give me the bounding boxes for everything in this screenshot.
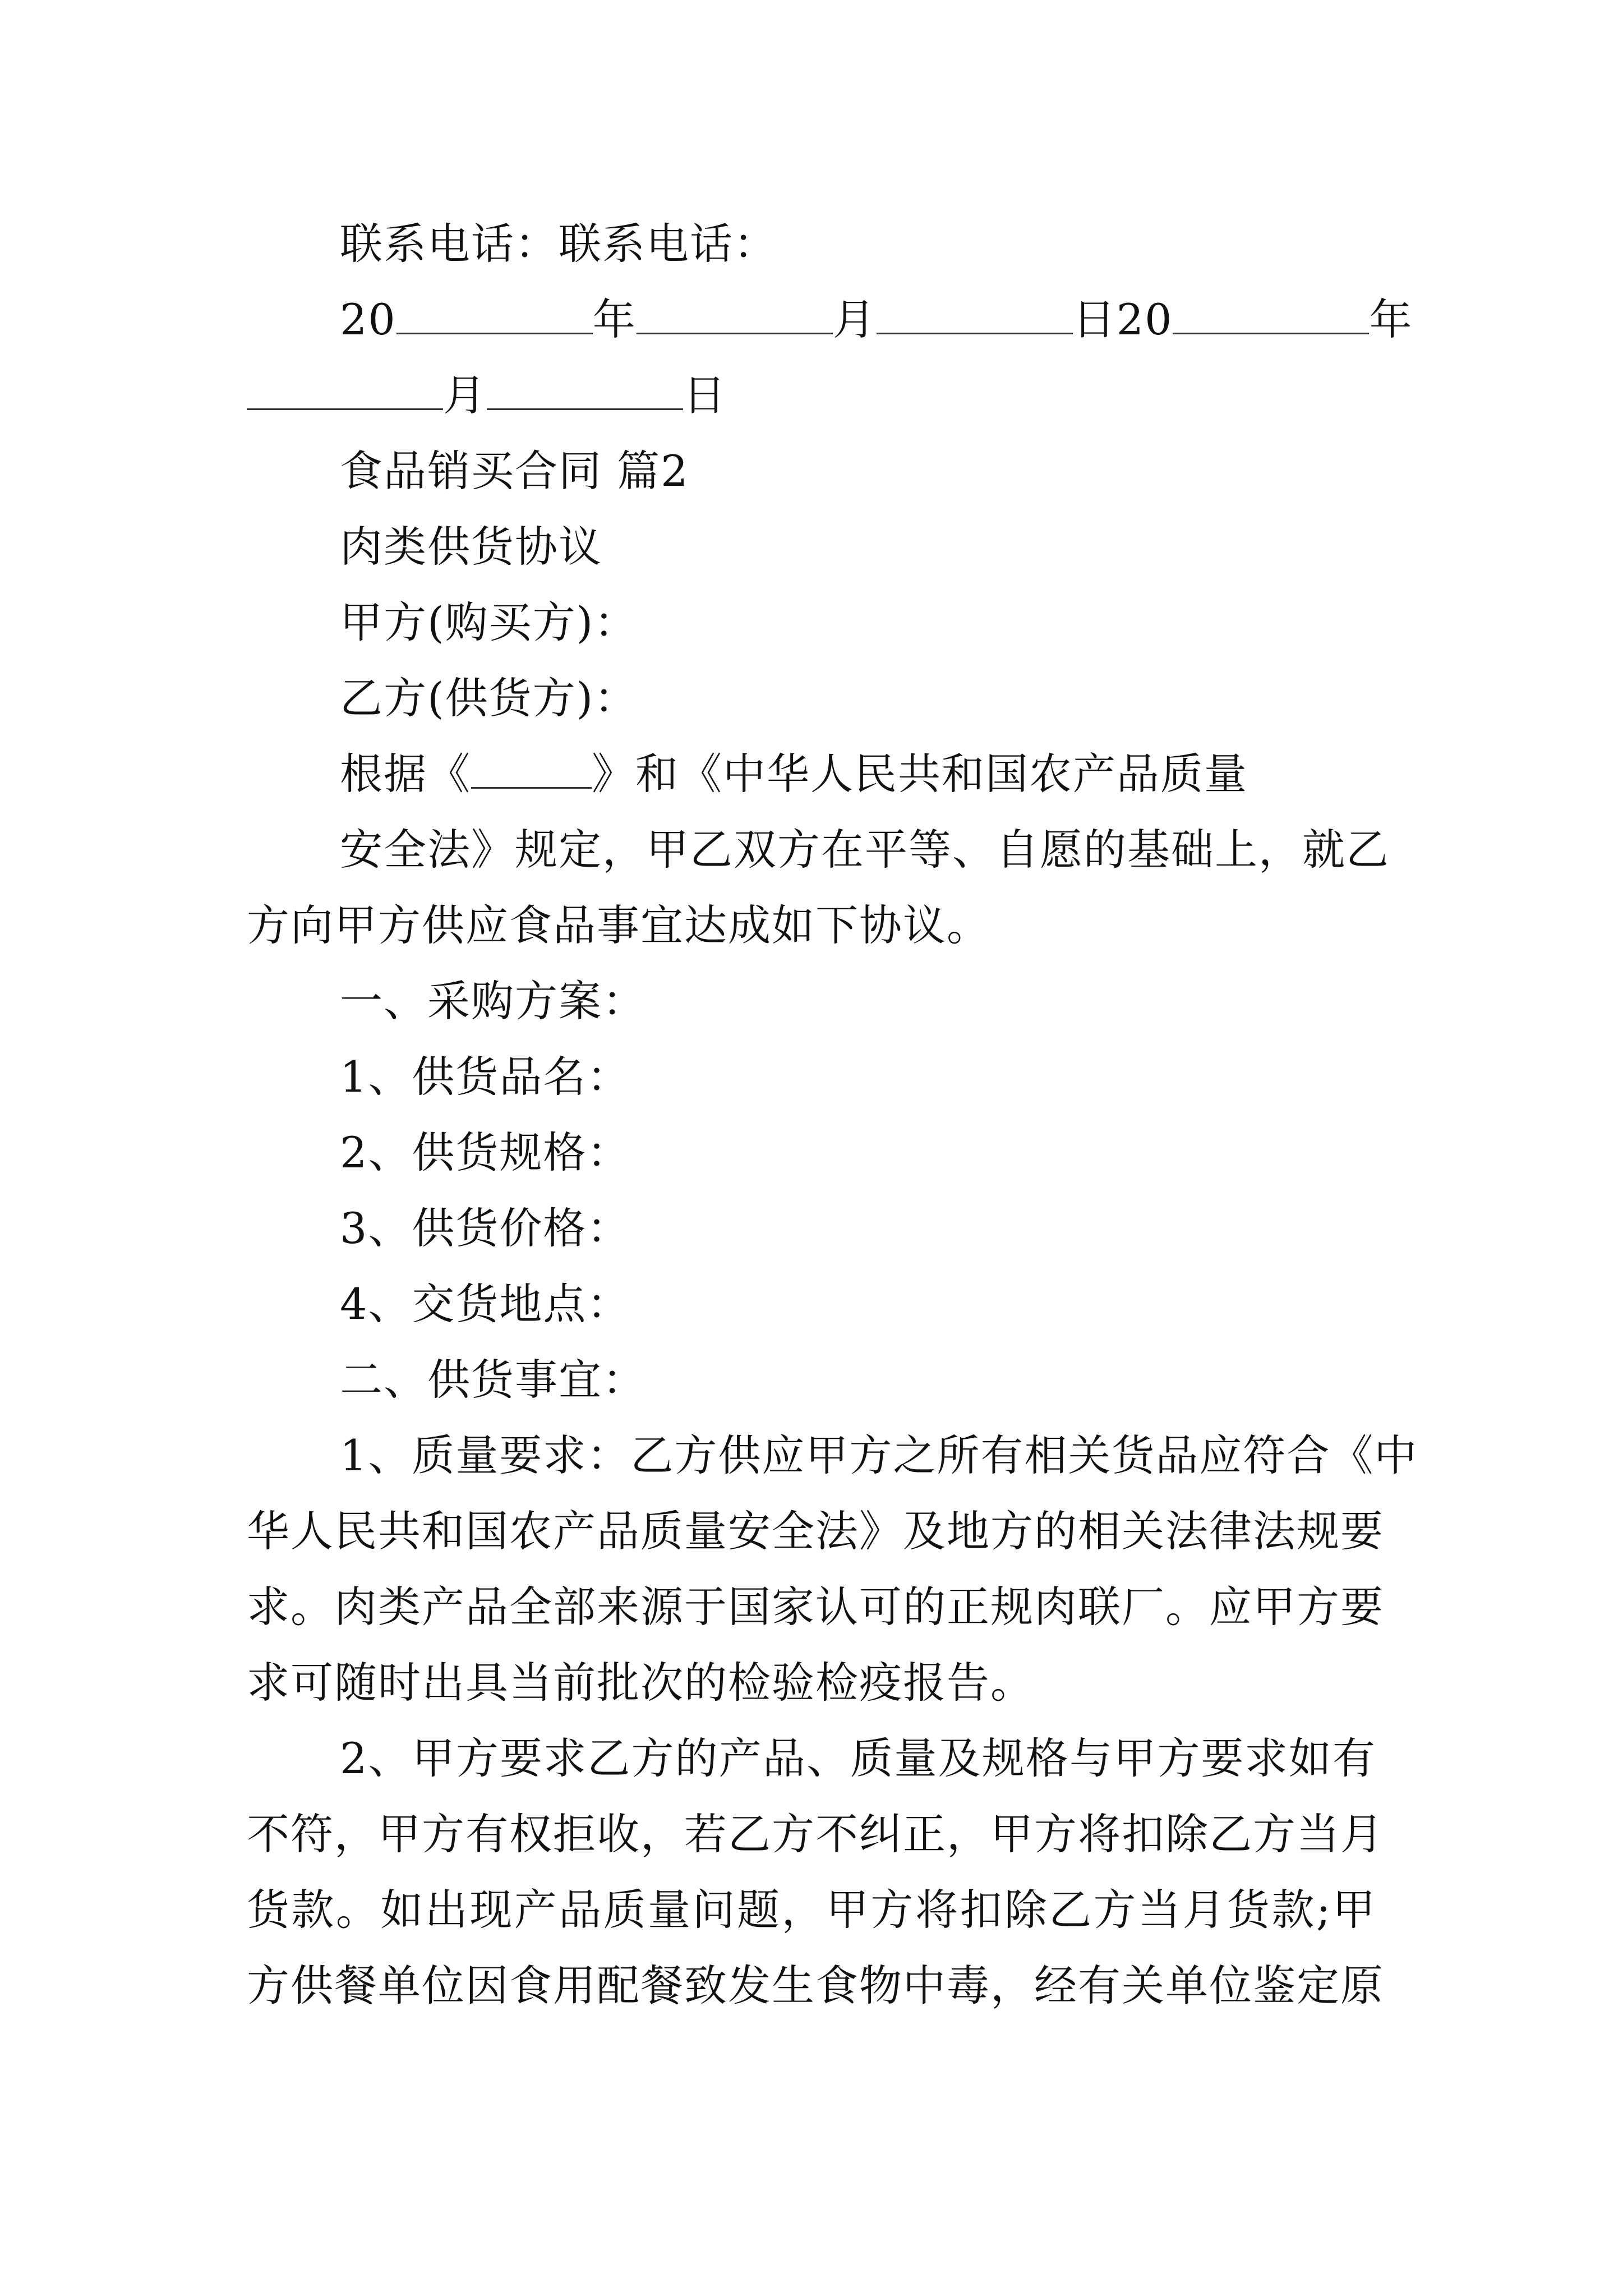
date-line-1	[340, 292, 1413, 348]
list-item: 4、交货地点：	[340, 1279, 631, 1329]
list-item: 1、供货品名：	[340, 1052, 631, 1102]
list-item: 2、供货规格：	[340, 1128, 631, 1177]
party-b-line: 乙方(供货方)：	[340, 673, 638, 723]
year-blank-1[interactable]	[396, 293, 593, 334]
day-blank-1[interactable]	[877, 293, 1073, 334]
basis-line-1	[340, 746, 1248, 802]
law-name-blank[interactable]	[471, 748, 592, 789]
year-label-2: 年	[1369, 295, 1413, 344]
month-blank-1[interactable]	[637, 293, 833, 334]
month-label-1: 月	[832, 295, 877, 344]
contact-line: 联系电话：联系电话：	[340, 219, 777, 269]
clause-2-line: 方供餐单位因食用配餐致发生食物中毒，经有关单位鉴定原	[247, 1961, 1384, 2010]
agreement-title: 肉类供货协议	[340, 522, 602, 572]
day-label-prefix-2: 日20	[1072, 295, 1173, 344]
month-label-2: 月	[443, 370, 487, 420]
year-label-1: 年	[592, 295, 637, 344]
basis-line-2: 安全法》规定，甲乙双方在平等、自愿的基础上，就乙	[340, 825, 1390, 875]
heading-supply-matters: 二、供货事宜：	[340, 1355, 646, 1405]
clause-1-line: 求可随时出具当前批次的检验检疫报告。	[247, 1658, 1034, 1708]
heading-procurement-plan: 一、采购方案：	[340, 976, 646, 1026]
clause-2-line: 货款。如出现产品质量问题，甲方将扣除乙方当月货款;甲	[247, 1885, 1376, 1935]
party-a-line: 甲方(购买方)：	[340, 597, 638, 647]
day-blank-2[interactable]	[487, 369, 683, 410]
basis-prefix: 根据《	[340, 749, 471, 799]
list-item: 3、供货价格：	[340, 1203, 631, 1253]
year-blank-2[interactable]	[1173, 293, 1369, 334]
clause-1-line: 1、质量要求：乙方供应甲方之所有相关货品应符合《中	[340, 1430, 1418, 1480]
month-blank-2[interactable]	[247, 369, 443, 410]
clause-1-line: 求。肉类产品全部来源于国家认可的正规肉联厂。应甲方要	[247, 1582, 1384, 1632]
clause-2-line: 2、甲方要求乙方的产品、质量及规格与甲方要求如有	[340, 1733, 1376, 1783]
section-title: 食品销买合同 篇2	[340, 446, 689, 496]
clause-2-line: 不符，甲方有权拒收，若乙方不纠正，甲方将扣除乙方当月	[247, 1809, 1384, 1859]
clause-1-line: 华人民共和国农产品质量安全法》及地方的相关法律法规要	[247, 1506, 1384, 1556]
date-prefix-1: 20	[340, 295, 396, 344]
date-line-2	[247, 367, 727, 424]
day-label-2: 日	[683, 370, 727, 420]
basis-suffix: 》和《中华人民共和国农产品质量	[592, 749, 1248, 799]
basis-line-3: 方向甲方供应食品事宜达成如下协议。	[247, 900, 990, 950]
